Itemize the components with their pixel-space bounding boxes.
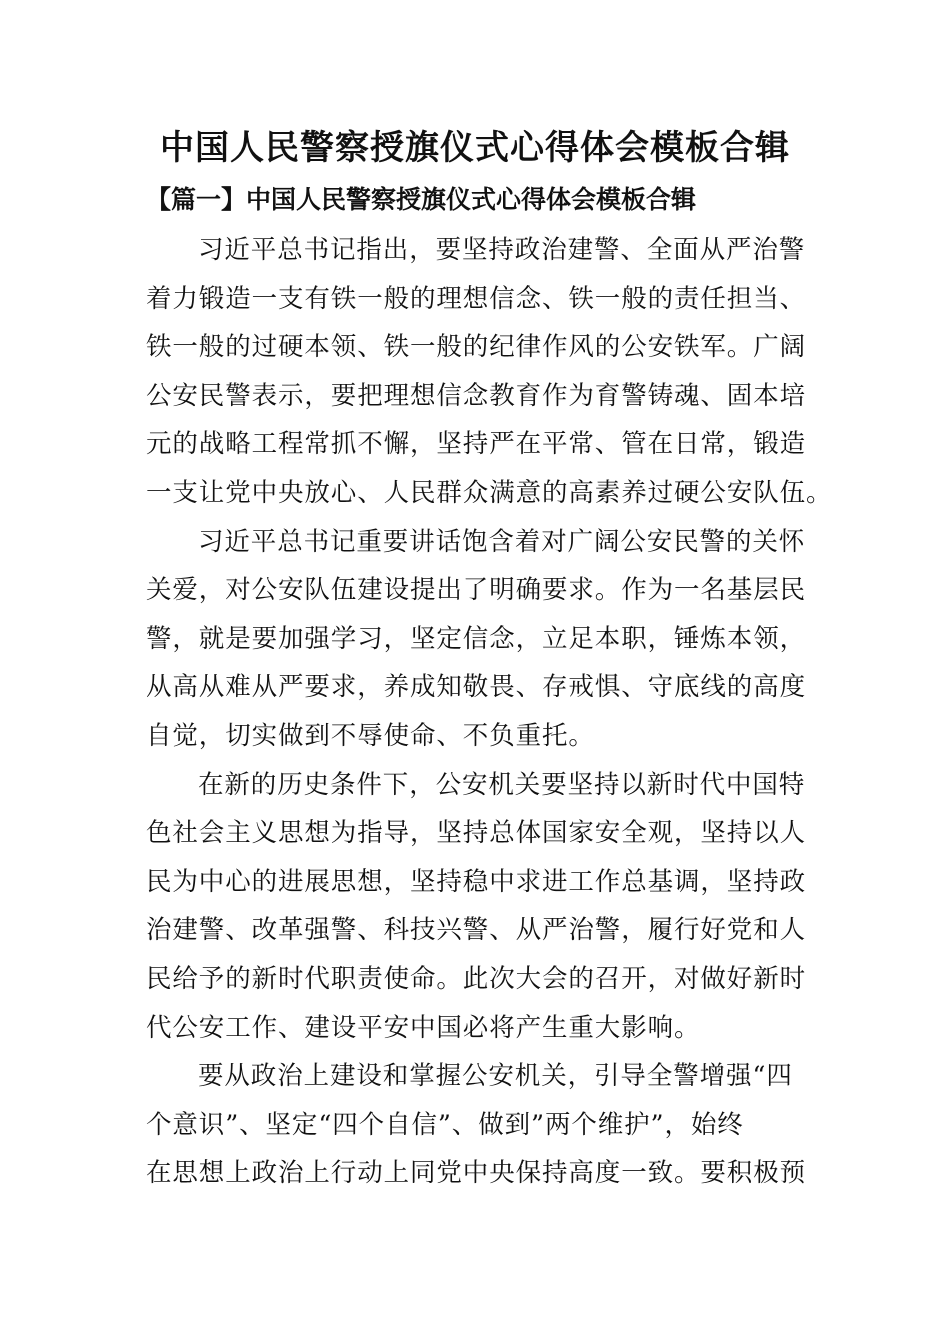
paragraph-line: 一支让党中央放心、人民群众满意的高素养过硬公安队伍。: [146, 477, 833, 508]
section-heading: 【篇一】中国人民警察授旗仪式心得体会模板合辑: [146, 185, 697, 214]
document-title: 中国人民警察授旗仪式心得体会模板合辑: [160, 128, 790, 168]
paragraph: [146, 1052, 806, 1198]
paragraph-line: 警，就是要加强学习，坚定信念，立足本职，锤炼本领，: [146, 623, 807, 654]
paragraph-line: 公安民警表示，要把理想信念教育作为育警铸魂、固本培: [146, 380, 807, 411]
paragraph-line: 在思想上政治上行动上同党中央保持高度一致。要积极预: [146, 1158, 807, 1189]
paragraph-line: 个意识”、坚定“四个自信”、做到”两个维护”，始终: [146, 1109, 744, 1140]
paragraph-line: 铁一般的过硬本领、铁一般的纪律作风的公安铁军。广阔: [146, 332, 807, 363]
paragraph-line: 自觉，切实做到不辱使命、不负重托。: [146, 720, 595, 751]
document-body: [146, 226, 833, 1198]
paragraph-line: 要从政治上建设和掌握公安机关，引导全警增强“四: [198, 1061, 793, 1092]
paragraph-line: 治建警、改革强警、科技兴警、从严治警，履行好党和人: [146, 915, 807, 946]
paragraph-line: 元的战略工程常抓不懈，坚持严在平常、管在日常，锻造: [146, 429, 807, 460]
paragraph: [146, 761, 806, 1053]
paragraph-line: 民给予的新时代职责使命。此次大会的召开，对做好新时: [146, 963, 807, 994]
paragraph-line: 代公安工作、建设平安中国必将产生重大影响。: [146, 1012, 701, 1043]
paragraph-line: 着力锻造一支有铁一般的理想信念、铁一般的责任担当、: [146, 283, 807, 314]
paragraph: [146, 518, 806, 761]
paragraph: [146, 226, 833, 518]
paragraph-line: 关爱，对公安队伍建设提出了明确要求。作为一名基层民: [146, 575, 807, 606]
paragraph-line: 习近平总书记指出，要坚持政治建警、全面从严治警: [198, 235, 806, 265]
paragraph-line: 在新的历史条件下，公安机关要坚持以新时代中国特: [198, 769, 806, 800]
paragraph-line: 色社会主义思想为指导，坚持总体国家安全观，坚持以人: [146, 818, 807, 849]
paragraph-line: 民为中心的进展思想，坚持稳中求进工作总基调，坚持政: [146, 866, 807, 897]
paragraph-line: 从高从难从严要求，养成知敬畏、存戒惧、守底线的高度: [146, 672, 807, 703]
paragraph-line: 习近平总书记重要讲话饱含着对广阔公安民警的关怀: [198, 526, 806, 557]
